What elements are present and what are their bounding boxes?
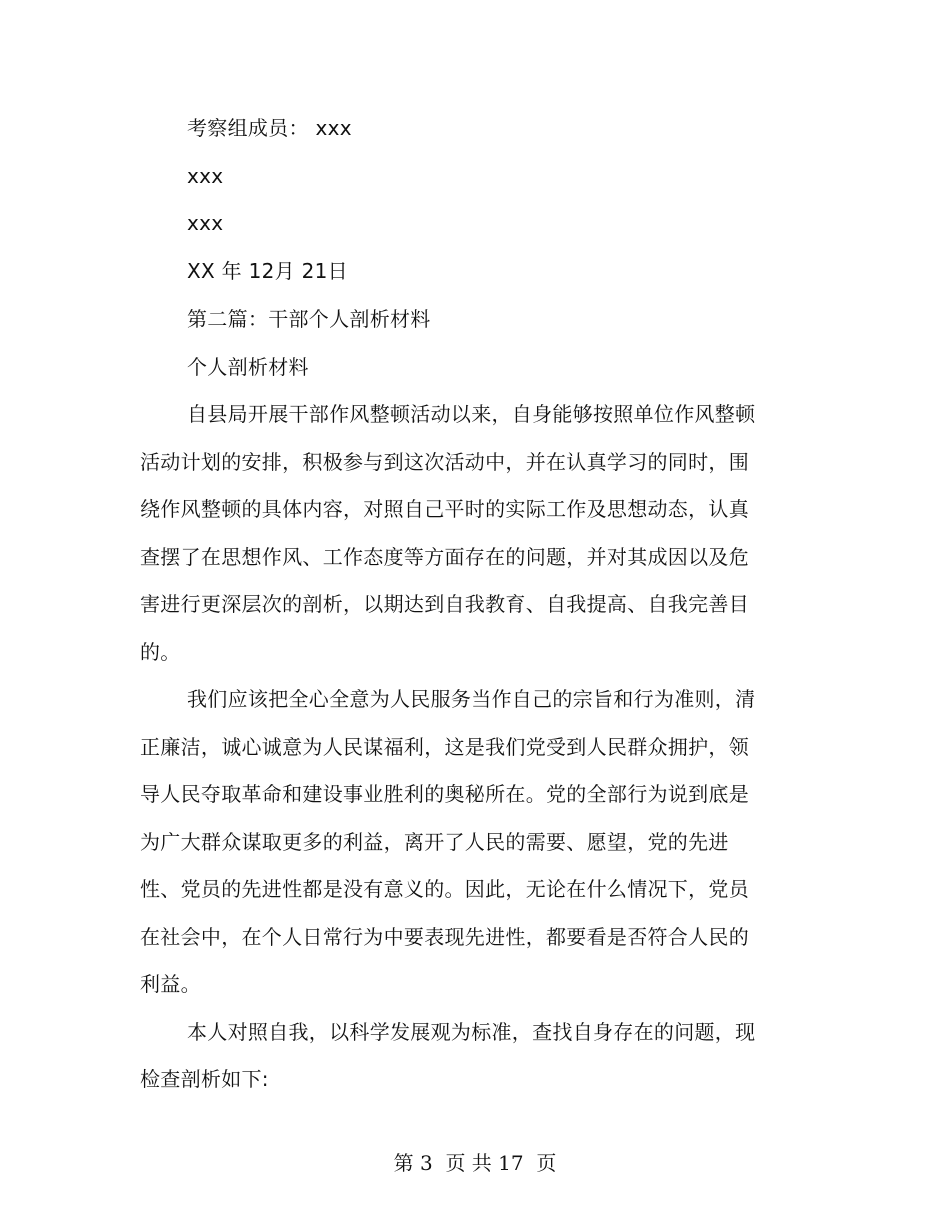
paragraph-2-line: 我们应该把全心全意为人民服务当作自己的宗旨和行为准则，清 bbox=[187, 687, 756, 711]
paragraph-1-line: 活动计划的安排，积极参与到这次活动中，并在认真学习的同时，围 bbox=[140, 450, 749, 474]
paragraph-2-line: 正廉洁，诚心诚意为人民谋福利，这是我们党受到人民群众拥护，领 bbox=[140, 735, 749, 759]
member-name-line: xxx bbox=[187, 211, 224, 235]
paragraph-1-line: 自县局开展干部作风整顿活动以来，自身能够按照单位作风整顿 bbox=[187, 402, 756, 426]
paragraph-2-line: 为广大群众谋取更多的利益，离开了人民的需要、愿望，党的先进 bbox=[140, 830, 729, 854]
paragraph-1-line: 查摆了在思想作风、工作态度等方面存在的问题，并对其成因以及危 bbox=[140, 545, 749, 569]
paragraph-3-line: 本人对照自我，以科学发展观为标准，查找自身存在的问题，现 bbox=[187, 1020, 756, 1044]
paragraph-1-line: 绕作风整顿的具体内容，对照自己平时的实际工作及思想动态，认真 bbox=[140, 497, 749, 521]
inspection-members-line: 考察组成员： xxx bbox=[187, 116, 352, 140]
page-number-footer: 第 3 页 共 17 页 bbox=[393, 1151, 557, 1175]
date-line: XX 年 12月 21日 bbox=[187, 259, 348, 283]
paragraph-1-line: 害进行更深层次的剖析，以期达到自我教育、自我提高、自我完善目 bbox=[140, 592, 749, 616]
section-title: 第二篇：干部个人剖析材料 bbox=[187, 307, 431, 331]
member-name-line: xxx bbox=[187, 164, 224, 188]
paragraph-3-line: 检查剖析如下: bbox=[140, 1067, 269, 1091]
paragraph-2-line: 利益。 bbox=[140, 972, 201, 996]
paragraph-1-line: 的。 bbox=[140, 640, 181, 664]
paragraph-2-line: 性、党员的先进性都是没有意义的。因此，无论在什么情况下，党员 bbox=[140, 877, 749, 901]
section-subtitle: 个人剖析材料 bbox=[187, 355, 309, 379]
paragraph-2-line: 在社会中，在个人日常行为中要表现先进性，都要看是否符合人民的 bbox=[140, 925, 749, 949]
paragraph-2-line: 导人民夺取革命和建设事业胜利的奥秘所在。党的全部行为说到底是 bbox=[140, 782, 749, 806]
